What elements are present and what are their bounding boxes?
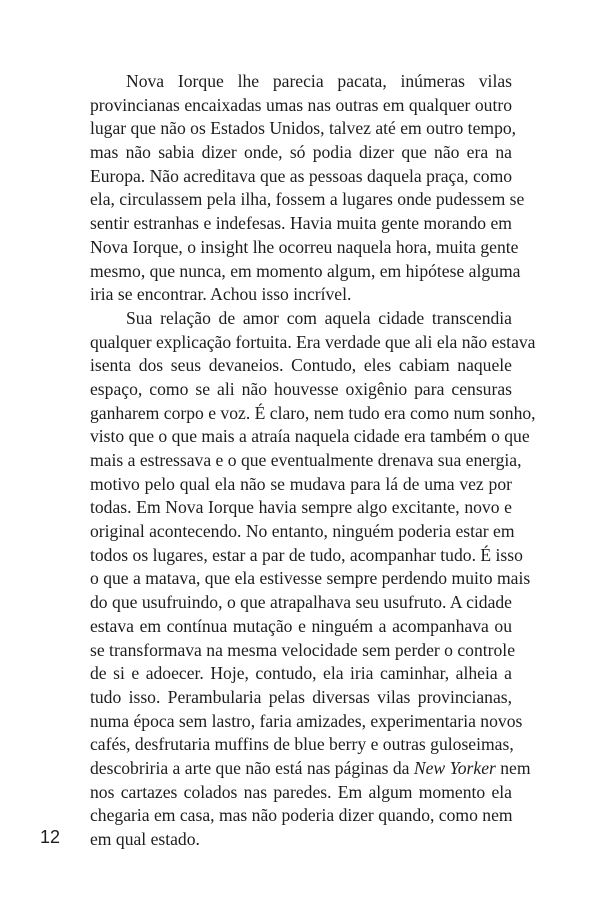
text-line: ganharem corpo e voz. É claro, nem tudo era como num sonho, [90, 402, 536, 423]
paragraph-1 [90, 70, 525, 307]
text-line: numa época sem lastro, faria amizades, experimentaria novos [90, 710, 523, 731]
text-line: iria se encontrar. Achou isso incrível. [90, 284, 352, 305]
text-line: isenta dos seus devaneios. Contudo, eles cabiam naquele [90, 355, 512, 376]
text-line: mesmo, que nunca, em momento algum, em hipótese alguma [90, 260, 521, 281]
paragraph-2 [90, 307, 536, 852]
text-line: lugar que não os Estados Unidos, talvez até em outro tempo, [90, 118, 517, 139]
text-line: mas não sabia dizer onde, só podia dizer que não era na [90, 142, 512, 163]
text-line: chegaria em casa, mas não poderia dizer quando, como nem [90, 805, 513, 826]
text-line: Nova Iorque, o insight lhe ocorreu naquela hora, muita gente [90, 236, 519, 257]
text-line: nos cartazes colados nas paredes. Em algum momento ela [90, 781, 512, 802]
text-line: ela, circulassem pela ilha, fossem a lugares onde pudessem se [90, 189, 525, 210]
line-text-before: descobriria a arte que não está nas páginas da [90, 757, 414, 778]
text-line: qualquer explicação fortuita. Era verdade que ali ela não estava [90, 331, 536, 352]
text-line: do que usufruindo, o que atrapalhava seu usufruto. A cidade [90, 592, 512, 613]
text-line: o que a matava, que ela estivesse sempre perdendo muito mais [90, 568, 531, 589]
magazine-title: New Yorker [413, 757, 496, 778]
text-line: provincianas encaixadas umas nas outras em qualquer outro [90, 94, 512, 115]
text-line-with-italic [90, 757, 531, 781]
text-line: sentir estranhas e indefesas. Havia muita gente morando em [90, 213, 512, 234]
text-line: Europa. Não acreditava que as pessoas daquela praça, como [90, 165, 513, 186]
text-line: tudo isso. Perambularia pelas diversas vilas provincianas, [90, 686, 512, 707]
text-line: de si e adoecer. Hoje, contudo, ela iria caminhar, alheia a [90, 663, 512, 684]
text-line: em qual estado. [90, 829, 200, 849]
text-line: Sua relação de amor com aquela cidade transcendia [126, 307, 512, 328]
text-line: original acontecendo. No entanto, ninguém poderia estar em [90, 521, 515, 542]
text-line: visto que o que mais a atraía naquela cidade era também o que [90, 426, 530, 447]
text-line: cafés, desfrutaria muffins de blue berry e outras guloseimas, [90, 734, 514, 755]
page-number: 12 [40, 827, 61, 847]
text-line: mais a estressava e o que eventualmente drenava sua energia, [90, 450, 522, 470]
text-line: Nova Iorque lhe parecia pacata, inúmeras vilas [126, 71, 512, 91]
line-text-after: nem [495, 757, 531, 778]
text-line: espaço, como se ali não houvesse oxigênio para censuras [90, 378, 512, 399]
page-body [90, 70, 536, 852]
text-line: estava em contínua mutação e ninguém a acompanhava ou [90, 615, 512, 636]
text-line: motivo pelo qual ela não se mudava para lá de uma vez por [90, 473, 512, 494]
text-line: todas. Em Nova Iorque havia sempre algo excitante, novo e [90, 497, 512, 518]
text-line: todos os lugares, estar a par de tudo, acompanhar tudo. É isso [90, 544, 523, 565]
text-line: se transformava na mesma velocidade sem perder o controle [90, 639, 516, 660]
